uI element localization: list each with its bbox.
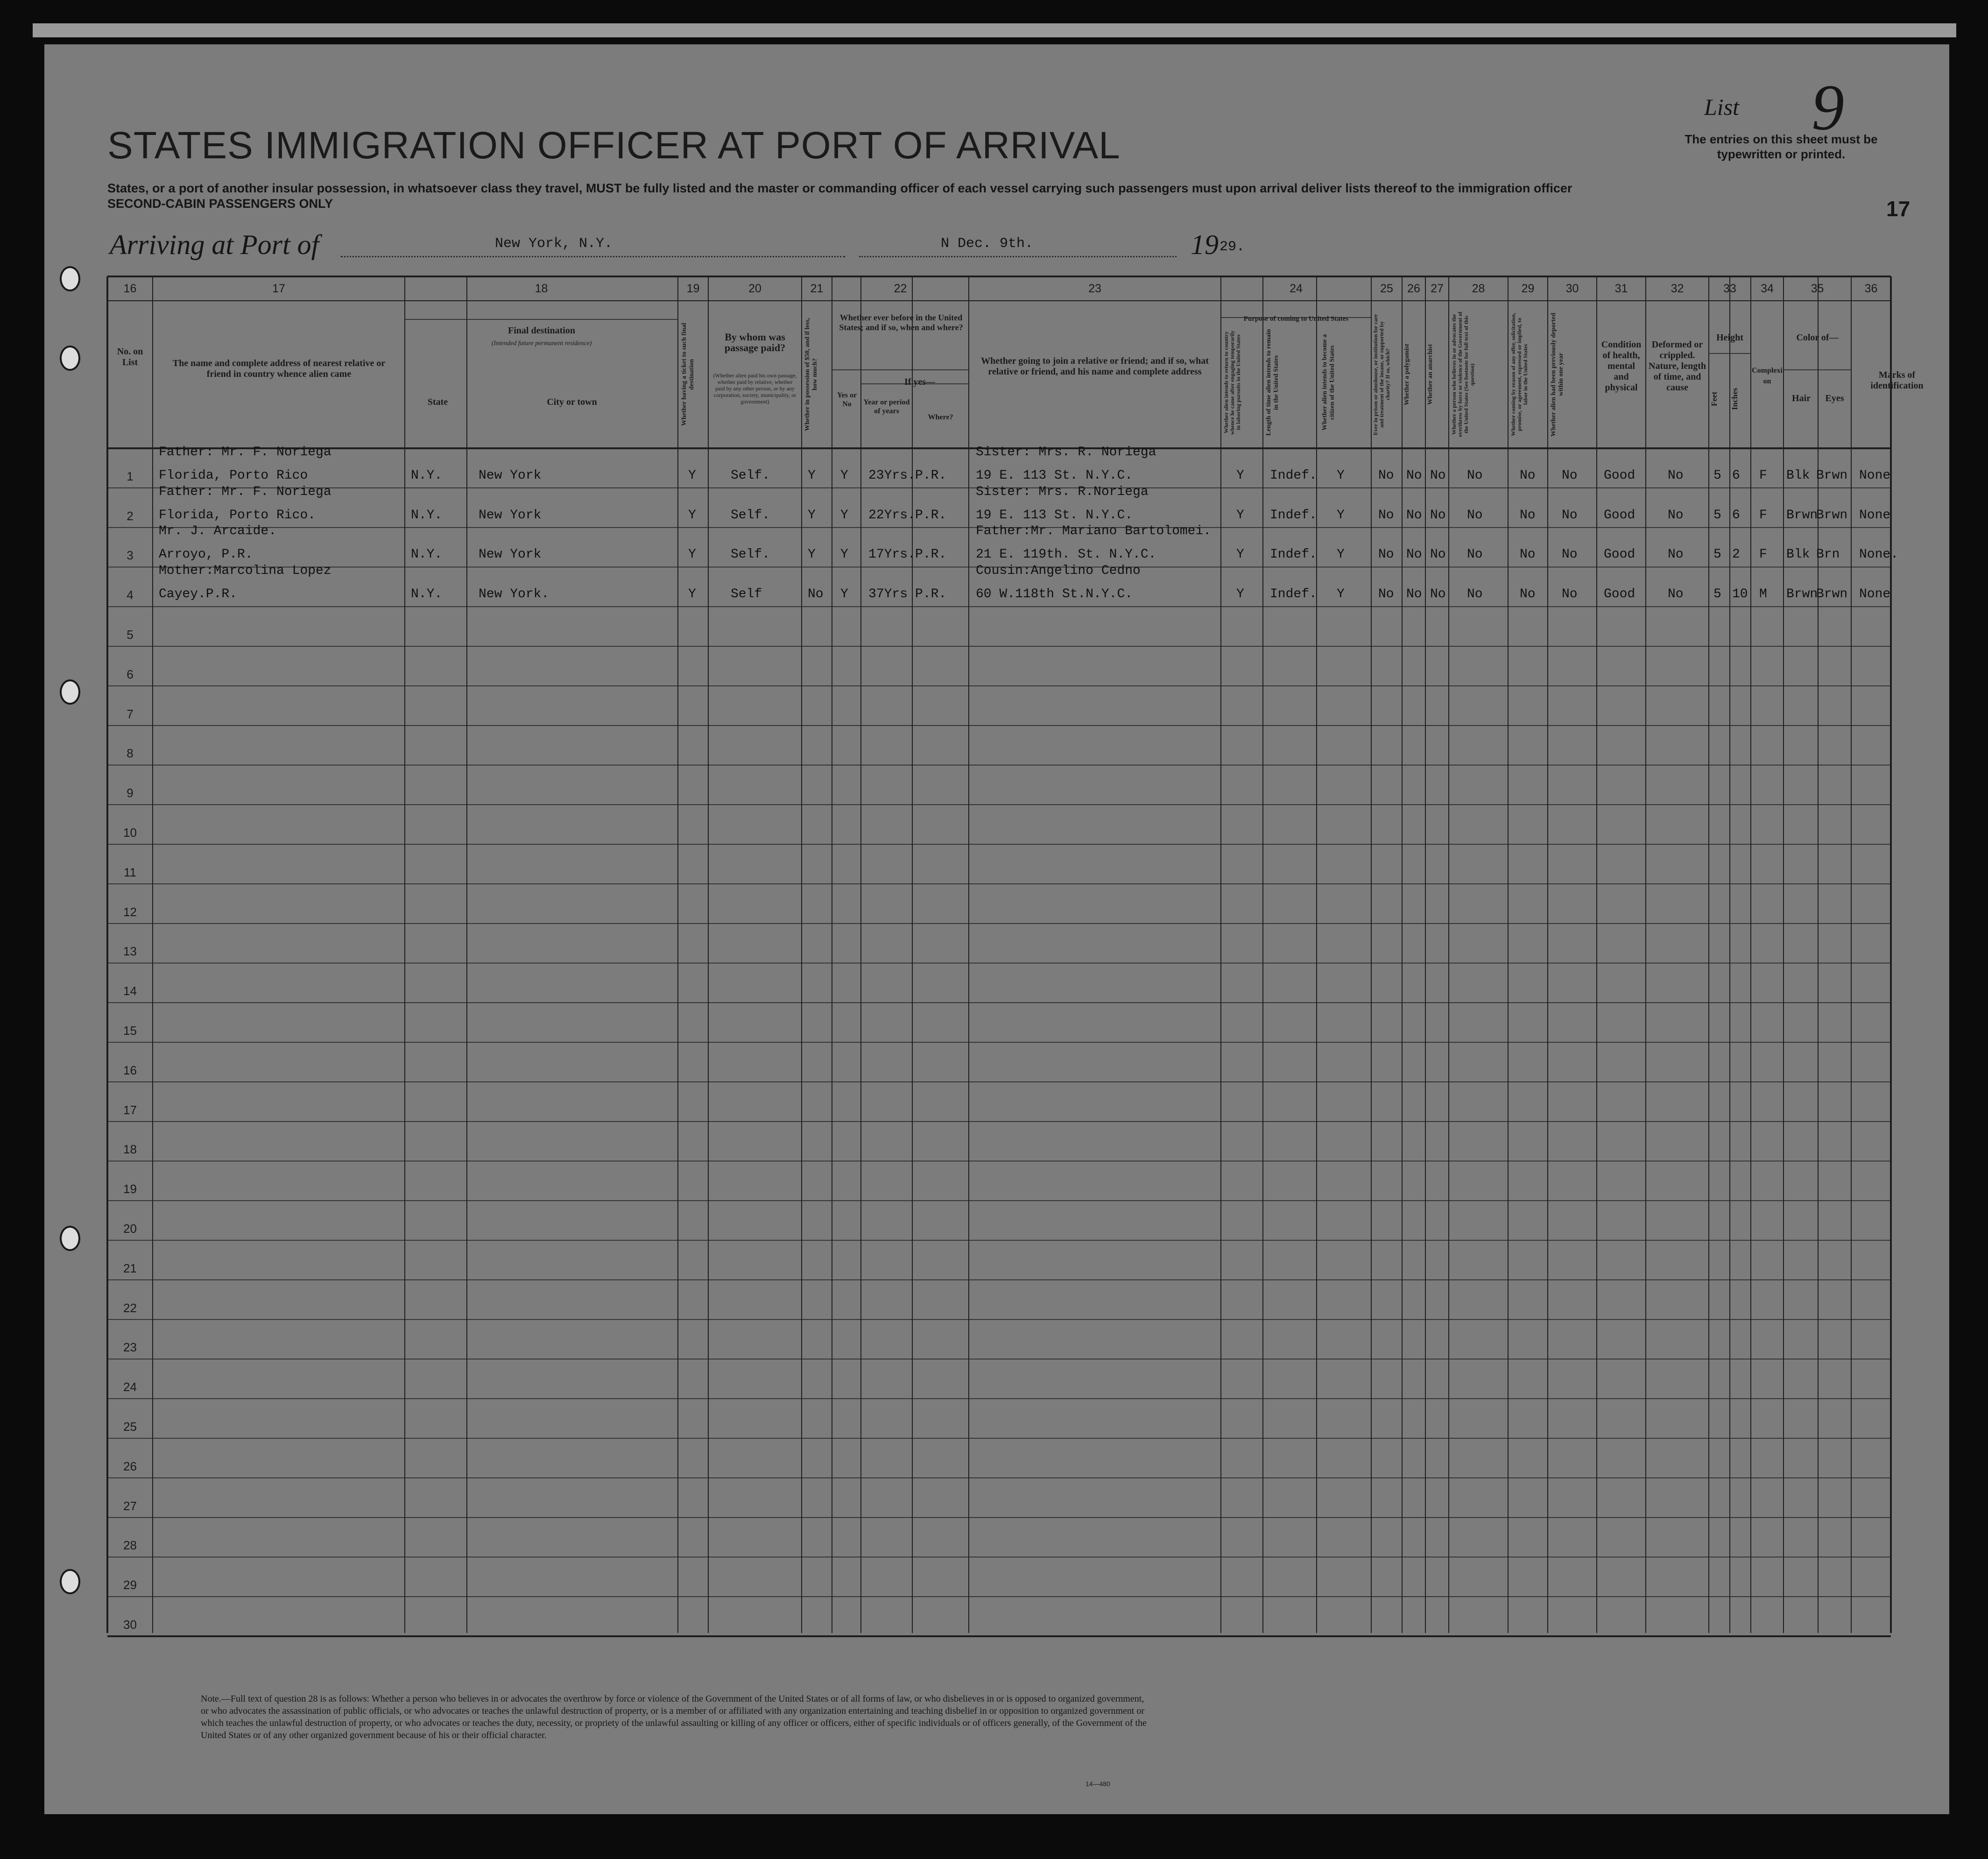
cell-polygamist: No — [1406, 468, 1422, 483]
header-inches: Inches — [1730, 388, 1739, 410]
row-number: 13 — [123, 944, 137, 959]
cell-city: New York. — [479, 587, 550, 602]
header-yes-or-no: Yes or No — [837, 391, 857, 408]
cell-money: Y — [808, 508, 816, 523]
cell-complexion: M — [1759, 587, 1767, 602]
cell-anarchist: No — [1430, 587, 1446, 602]
header-eyes: Eyes — [1825, 393, 1844, 403]
cell-polygamist: No — [1406, 547, 1422, 562]
cell-relative-2: Cayey.P.R. — [159, 587, 238, 602]
col-num-29: 29 — [1521, 282, 1535, 295]
col-num-36: 36 — [1864, 282, 1878, 295]
col-num-33: 33 — [1723, 282, 1736, 295]
cell-eyes: Brwn — [1816, 508, 1848, 523]
header-prison: Ever in prison or almshouse, or institution for care and treatment of the insane, or supported by charity? If so, which? — [1372, 314, 1391, 435]
cell-relative-2: Florida, Porto Rico. — [159, 508, 316, 523]
header-citizen-intent: Whether alien intends to become a citizen of the United States — [1321, 334, 1336, 431]
cell-inches: 2 — [1732, 547, 1740, 562]
header-return-intent: Whether alien intends to return to country whence he came after engaging temporarily in laboring pursuits in the United States — [1223, 330, 1241, 435]
cell-where: P.R. — [915, 468, 947, 483]
cell-prison: No — [1378, 508, 1394, 523]
cell-feet: 5 — [1713, 468, 1721, 483]
cell-years: 23Yrs. — [868, 468, 916, 483]
cell-hair: Brwn — [1786, 587, 1818, 602]
cell-health: Good — [1604, 547, 1636, 562]
cell-deformed: No — [1668, 508, 1684, 523]
year-suffix: 29. — [1220, 239, 1245, 255]
header-final-destination: Final destination — [508, 325, 575, 336]
cell-deformed: No — [1668, 587, 1684, 602]
cell-length: Indef. — [1270, 587, 1317, 602]
cell-return: Y — [1236, 508, 1244, 523]
date-value: N Dec. 9th. — [941, 236, 1034, 252]
col-num-25: 25 — [1380, 282, 1393, 295]
cell-before: Y — [840, 468, 848, 483]
header-polygamist: Whether a polygamist — [1403, 344, 1410, 405]
port-value: New York, N.Y. — [495, 236, 613, 252]
cell-join-2: 19 E. 113 St. N.Y.C. — [976, 508, 1133, 523]
cell-paid-by: Self. — [731, 468, 770, 483]
cell-q28: No — [1467, 508, 1483, 523]
cell-join-2: 19 E. 113 St. N.Y.C. — [976, 468, 1133, 483]
footnote-question-28: Note.—Full text of question 28 is as follows: Whether a person who believes in or advocates the overthrow by force or violence of the Government of the United States or of all forms of law, or who disbelieves in or is opposed to organized government, or who advocates the assassination of public officials, or who advocates or teaches the unlawful destruction of property, or is a member of or affiliated with any organization entertaining and teaching disbelief in or opposition to organized government or which teaches the unlawful destruction of property, or who advocates or teaches the duty, necessity, or propriety of the unlawful assaulting or killing of any officer or officers, either of specific individuals or of officers generally, of the Government of the United States or of any other organized government because of his or their official character. — [201, 1694, 1147, 1740]
col-num-16: 16 — [123, 282, 137, 295]
cell-health: Good — [1604, 468, 1636, 483]
header-deformed: Deformed or crippled. Nature, length of time, and cause — [1649, 339, 1706, 393]
page-number: 17 — [1886, 197, 1910, 221]
cell-hair: Blk — [1786, 547, 1810, 562]
row-number: 22 — [123, 1301, 137, 1315]
row-number: 26 — [123, 1459, 137, 1473]
cell-q29: No — [1520, 468, 1536, 483]
col-num-23: 23 — [1088, 282, 1101, 295]
cell-return: Y — [1236, 587, 1244, 602]
col-num-28: 28 — [1472, 282, 1485, 295]
cell-return: Y — [1236, 547, 1244, 562]
header-feet: Feet — [1710, 391, 1719, 407]
binder-hole — [60, 1569, 80, 1594]
cell-polygamist: No — [1406, 508, 1422, 523]
cell-q29: No — [1520, 508, 1536, 523]
header-if-yes: If yes— — [904, 377, 936, 387]
cell-prison: No — [1378, 587, 1394, 602]
cell-before: Y — [840, 587, 848, 602]
cell-city: New York — [479, 547, 542, 562]
cell-prison: No — [1378, 547, 1394, 562]
cell-deported: No — [1562, 547, 1578, 562]
cell-where: P.R. — [915, 508, 947, 523]
cell-money: Y — [808, 468, 816, 483]
cell-inches: 6 — [1732, 508, 1740, 523]
cell-deformed: No — [1668, 547, 1684, 562]
cell-q28: No — [1467, 468, 1483, 483]
header-condition-of-health: Condition of health, mental and physical — [1601, 339, 1642, 393]
col-num-17: 17 — [272, 282, 285, 295]
cell-join-2: 21 E. 119th. St. N.Y.C. — [976, 547, 1156, 562]
col-num-32: 32 — [1671, 282, 1684, 295]
row-number: 12 — [123, 905, 137, 919]
header-complexion: Complexion — [1752, 367, 1783, 385]
cell-anarchist: No — [1430, 547, 1446, 562]
cell-deported: No — [1562, 508, 1578, 523]
cell-state: N.Y. — [411, 508, 443, 523]
row-number: 25 — [123, 1420, 137, 1434]
cell-feet: 5 — [1713, 508, 1721, 523]
cell-before: Y — [840, 547, 848, 562]
cell-ticket: Y — [688, 547, 696, 562]
cell-city: New York — [479, 468, 542, 483]
binder-hole — [60, 1226, 80, 1251]
header-city-or-town: City or town — [547, 397, 597, 407]
date-line — [859, 256, 1177, 257]
row-number: 9 — [127, 786, 134, 800]
header-color-of: Color of— — [1796, 332, 1839, 343]
header-purpose: Purpose of coming to United States — [1243, 315, 1349, 323]
header-nearest-relative: The name and complete address of nearest relative or friend in country whence alien came — [172, 358, 386, 379]
list-label: List — [1704, 94, 1740, 120]
cell-polygamist: No — [1406, 587, 1422, 602]
cell-where: P.R. — [915, 587, 947, 602]
cell-q29: No — [1520, 587, 1536, 602]
row-number: 23 — [123, 1340, 137, 1355]
cell-eyes: Brwn — [1816, 587, 1848, 602]
cell-state: N.Y. — [411, 587, 443, 602]
cell-q28: No — [1467, 547, 1483, 562]
header-height: Height — [1716, 332, 1743, 343]
cell-inches: 6 — [1732, 468, 1740, 483]
row-number: 27 — [123, 1499, 137, 1513]
cell-health: Good — [1604, 508, 1636, 523]
row-number: 20 — [123, 1222, 137, 1236]
cell-inches: 10 — [1732, 587, 1748, 602]
cell-length: Indef. — [1270, 508, 1317, 523]
header-where: Where? — [928, 413, 953, 421]
instruction-line: States, or a port of another insular possession, in whatsoever class they travel, MUST be fully listed and the master or commanding officer of each vessel carrying such passengers must upon arrival deliver lists thereof to the immigration officer — [107, 181, 1572, 195]
row-number: 18 — [123, 1142, 137, 1157]
header-going-to-join: Whether going to join a relative or friend; and if so, what relative or friend, and his name and complete address — [981, 356, 1209, 377]
col-num-20: 20 — [748, 282, 761, 295]
cell-deported: No — [1562, 468, 1578, 483]
col-num-22: 22 — [894, 282, 907, 295]
row-number: 1 — [127, 469, 134, 483]
manifest-table — [107, 276, 1924, 1633]
cell-deformed: No — [1668, 468, 1684, 483]
entries-note: The entries on this sheet must be typewritten or printed. — [1685, 132, 1878, 161]
year-prefix: 19 — [1191, 229, 1219, 260]
row-number: 14 — [123, 984, 137, 998]
cell-feet: 5 — [1713, 547, 1721, 562]
binder-hole — [60, 266, 80, 291]
cell-eyes: Brwn — [1816, 468, 1848, 483]
form-number: 14—480 — [1086, 1780, 1110, 1788]
cell-years: 17Yrs. — [868, 547, 916, 562]
header-final-destination-note: (Intended future permanent residence) — [491, 340, 592, 347]
cell-citizen: Y — [1337, 547, 1345, 562]
row-number: 28 — [123, 1538, 137, 1553]
cell-relative-2: Arroyo, P.R. — [159, 547, 253, 562]
cell-prison: No — [1378, 468, 1394, 483]
cell-join-1: Sister: Mrs. R. Noriega — [976, 445, 1156, 459]
header-period-of-years: Year or period of years — [863, 398, 910, 415]
row-number: 21 — [123, 1261, 137, 1275]
cell-relative-2: Florida, Porto Rico — [159, 468, 308, 483]
cell-ticket: Y — [688, 508, 696, 523]
row-number: 8 — [127, 746, 134, 761]
header-q28: Whether a person who believes in or advocates the overthrow by force or violence of the Government of the United States (See footnote for full text of this question) — [1451, 311, 1475, 438]
cell-complexion: F — [1759, 547, 1767, 562]
cell-citizen: Y — [1337, 508, 1345, 523]
cell-join-1: Cousin:Angelino Cedno — [976, 564, 1141, 579]
cell-years: 22Yrs. — [868, 508, 916, 523]
cell-deported: No — [1562, 587, 1578, 602]
row-number: 24 — [123, 1380, 137, 1394]
cell-paid-by: Self. — [731, 508, 770, 523]
header-deported: Whether alien had been previously deported within one year — [1550, 312, 1565, 437]
row-number: 2 — [127, 509, 134, 523]
col-num-35: 35 — [1811, 282, 1824, 295]
cell-marks: None — [1859, 468, 1891, 483]
cell-citizen: Y — [1337, 468, 1345, 483]
header-passage-paid: By whom was passage paid? — [724, 331, 786, 353]
row-number: 19 — [123, 1182, 137, 1196]
cell-join-1: Father:Mr. Mariano Bartolomei. — [976, 524, 1212, 539]
cell-city: New York — [479, 508, 542, 523]
cell-complexion: F — [1759, 468, 1767, 483]
header-anarchist: Whether an anarchist — [1427, 344, 1434, 405]
cell-paid-by: Self. — [731, 547, 770, 562]
cell-marks: None. — [1859, 547, 1899, 562]
arriving-label: Arriving at Port of — [110, 229, 319, 260]
cell-money: Y — [808, 547, 816, 562]
row-number: 7 — [127, 707, 134, 721]
header-no-on-list: No. on List — [117, 346, 143, 368]
cell-length: Indef. — [1270, 468, 1317, 483]
cell-marks: None — [1859, 587, 1891, 602]
cabin-class-line: SECOND-CABIN PASSENGERS ONLY — [107, 197, 333, 211]
row-number: 10 — [123, 826, 137, 840]
cell-relative-1: Mr. J. Arcaide. — [159, 524, 277, 539]
cell-hair: Brwn — [1786, 508, 1818, 523]
cell-join-1: Sister: Mrs. R.Noriega — [976, 484, 1149, 499]
row-number: 3 — [127, 548, 134, 563]
col-num-19: 19 — [686, 282, 700, 295]
cell-hair: Blk — [1786, 468, 1810, 483]
cell-where: P.R. — [915, 547, 947, 562]
cell-q29: No — [1520, 547, 1536, 562]
cell-ticket: Y — [688, 587, 696, 602]
cell-relative-1: Father: Mr. F. Noriega — [159, 484, 331, 499]
header-state: State — [427, 397, 448, 407]
cell-feet: 5 — [1713, 587, 1721, 602]
cell-eyes: Brn — [1816, 547, 1840, 562]
binder-hole — [60, 346, 80, 371]
cell-anarchist: No — [1430, 468, 1446, 483]
col-num-26: 26 — [1407, 282, 1420, 295]
cell-relative-1: Father: Mr. F. Noriega — [159, 445, 331, 459]
cell-complexion: F — [1759, 508, 1767, 523]
cell-anarchist: No — [1430, 508, 1446, 523]
cell-citizen: Y — [1337, 587, 1345, 602]
cell-paid-by: Self — [731, 587, 762, 602]
col-num-21: 21 — [810, 282, 824, 295]
row-number: 29 — [123, 1578, 137, 1592]
paper-fold-edge — [33, 23, 1956, 37]
row-number: 4 — [127, 588, 134, 602]
row-number: 6 — [127, 667, 134, 681]
header-fifty-dollars: Whether in possession of $50, and if less, how much? — [804, 318, 818, 431]
cell-state: N.Y. — [411, 547, 443, 562]
cell-ticket: Y — [688, 468, 696, 483]
row-number: 16 — [123, 1063, 137, 1077]
header-ticket: Whether having a ticket to such final destination — [681, 323, 695, 426]
cell-join-2: 60 W.118th St.N.Y.C. — [976, 587, 1133, 602]
row-number: 15 — [123, 1024, 137, 1038]
col-num-31: 31 — [1614, 282, 1628, 295]
col-num-27: 27 — [1431, 282, 1444, 295]
cell-before: Y — [840, 508, 848, 523]
row-number: 17 — [123, 1103, 137, 1117]
cell-money: No — [808, 587, 824, 602]
cell-health: Good — [1604, 587, 1636, 602]
col-num-18: 18 — [535, 282, 548, 295]
port-line — [341, 256, 845, 257]
cell-relative-1: Mother:Marcolina Lopez — [159, 564, 331, 579]
header-hair: Hair — [1792, 393, 1811, 403]
col-num-24: 24 — [1290, 282, 1303, 295]
header-ever-before: Whether ever before in the United States; and if so, when and where? — [839, 313, 963, 332]
cell-q28: No — [1467, 587, 1483, 602]
cell-marks: None — [1859, 508, 1891, 523]
col-num-34: 34 — [1761, 282, 1774, 295]
binder-hole — [60, 679, 80, 705]
header-passage-paid-note: (Whether alien paid his own passage, whether paid by relative, whether paid by any other person, or by any corporation, society, municipality, or government) — [713, 372, 797, 405]
col-num-30: 30 — [1565, 282, 1579, 295]
row-number: 11 — [124, 865, 136, 879]
cell-years: 37Yrs — [868, 587, 908, 602]
cell-state: N.Y. — [411, 468, 443, 483]
cell-return: Y — [1236, 468, 1244, 483]
row-number: 5 — [127, 628, 134, 642]
header-length-of-stay: Length of time alien intends to remain in the United States — [1265, 329, 1280, 436]
document-title: STATES IMMIGRATION OFFICER AT PORT OF ARRIVAL — [107, 124, 1121, 167]
list-number: 9 — [1812, 71, 1844, 144]
header-q29: Whether coming by reason of any offer, solicitation, promise, or agreement, expressed or implied, to labor in the United States — [1510, 312, 1529, 437]
cell-length: Indef. — [1270, 547, 1317, 562]
header-marks: Marks of identification — [1870, 370, 1924, 391]
row-number: 30 — [123, 1618, 137, 1632]
